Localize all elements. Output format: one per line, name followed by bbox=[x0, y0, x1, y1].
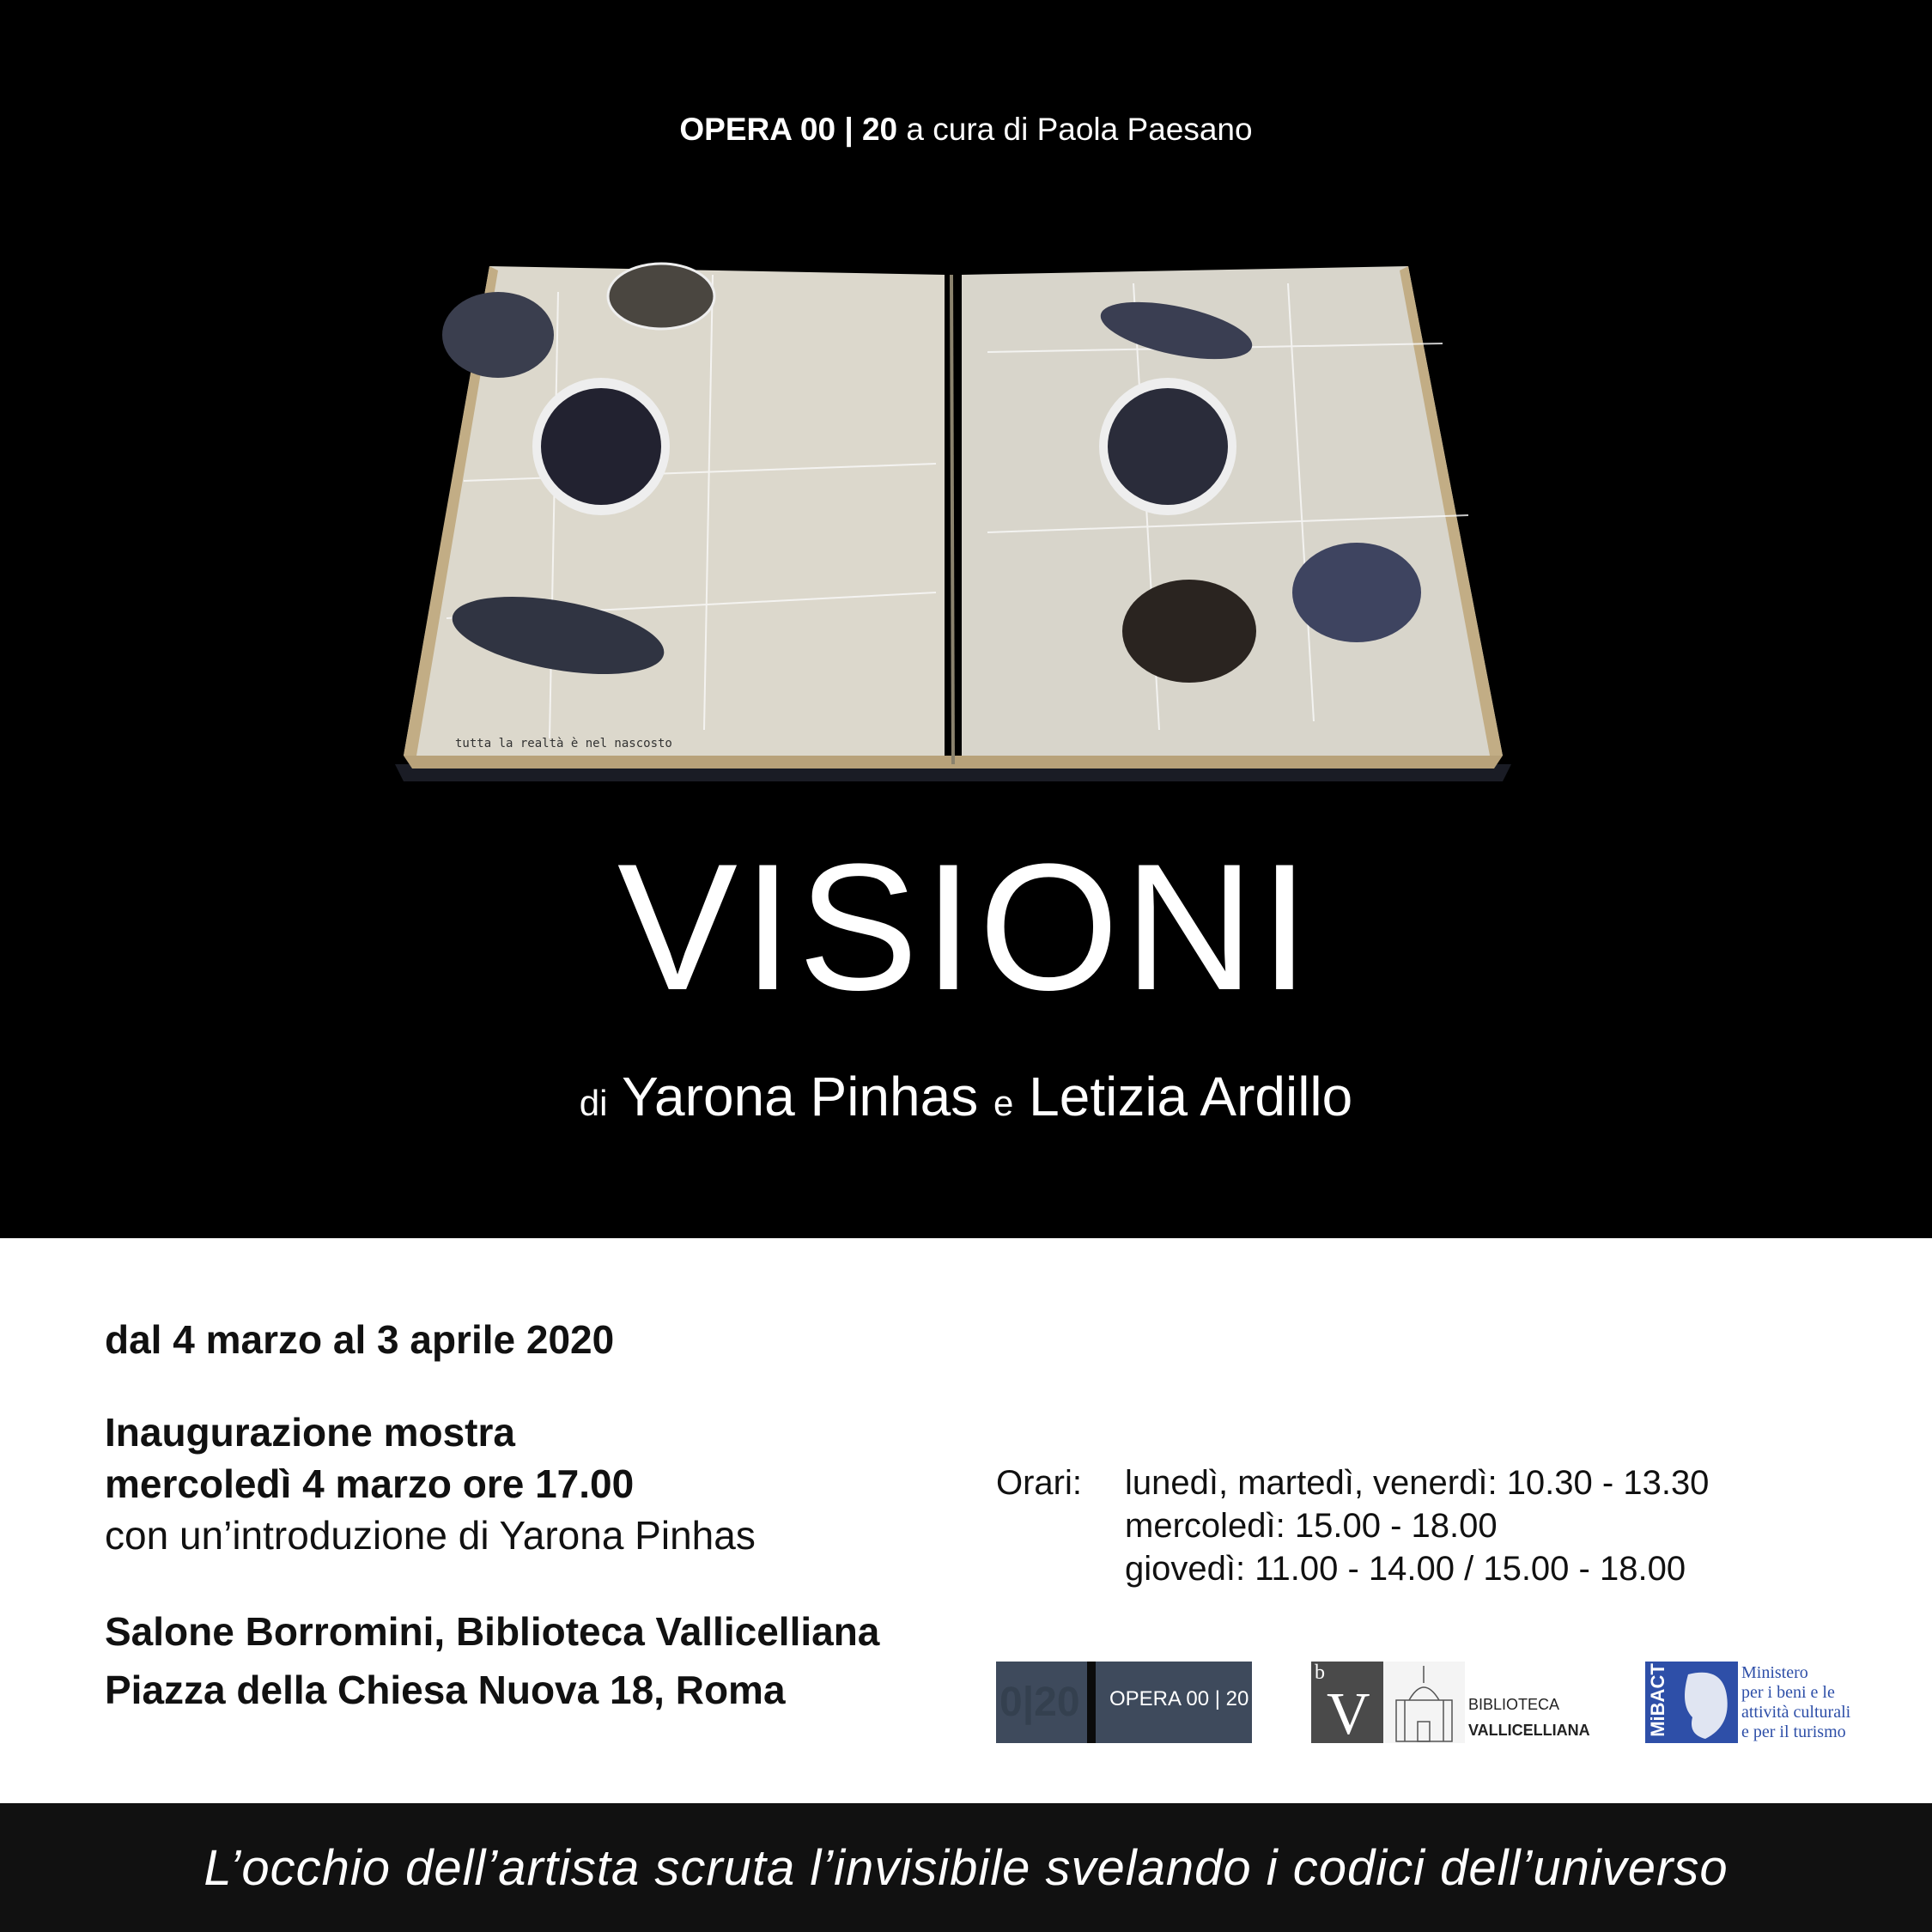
footer-tagline: L’occhio dell’artista scruta l’invisibile svelando i codici dell’universo bbox=[204, 1840, 1728, 1896]
curator-line bbox=[0, 112, 1932, 148]
ellipse-mark bbox=[442, 292, 554, 378]
logo-v: V bbox=[1327, 1681, 1370, 1743]
curator-text: a cura di Paola Paesano bbox=[906, 112, 1253, 147]
opera-logo-bg: 0|20 bbox=[999, 1680, 1080, 1725]
hours-line: mercoledì: 15.00 - 18.00 bbox=[1125, 1507, 1498, 1545]
church-facade-icon bbox=[1383, 1662, 1465, 1743]
artist-name: Letizia Ardillo bbox=[1029, 1066, 1353, 1127]
exhibition-dates: dal 4 marzo al 3 aprile 2020 bbox=[105, 1317, 615, 1362]
opening-block bbox=[105, 1406, 756, 1561]
venue: Salone Borromini, Biblioteca Vallicelliana bbox=[105, 1609, 880, 1654]
mibact-line: Ministero bbox=[1741, 1663, 1808, 1682]
hours-line: lunedì, martedì, venerdì: 10.30 - 13.30 bbox=[1125, 1464, 1710, 1502]
opera-logo-text: OPERA 00 | 20 bbox=[1109, 1687, 1249, 1710]
opera-logo bbox=[996, 1662, 1252, 1743]
hours-line: giovedì: 11.00 - 14.00 / 15.00 - 18.00 bbox=[1125, 1550, 1686, 1588]
hours-label: Orari: bbox=[996, 1464, 1082, 1502]
artists-joiner: e bbox=[993, 1083, 1014, 1123]
exhibition-title: VISIONI bbox=[617, 826, 1315, 1028]
mibact-line: e per il turismo bbox=[1741, 1722, 1846, 1741]
biblioteca-line1: BIBLIOTECA bbox=[1468, 1696, 1560, 1713]
venue-block bbox=[105, 1602, 879, 1719]
artwork-inscription: tutta la realtà è nel nascosto bbox=[455, 737, 672, 750]
logo-b: b bbox=[1315, 1662, 1325, 1684]
footer-band bbox=[0, 1803, 1932, 1932]
mibact-line: attività culturali bbox=[1741, 1703, 1851, 1722]
artists-prefix: di bbox=[579, 1083, 608, 1123]
artist-name: Yarona Pinhas bbox=[622, 1066, 979, 1127]
biblioteca-line2: VALLICELLIANA bbox=[1468, 1722, 1590, 1739]
biblioteca-vallicelliana-logo bbox=[1311, 1662, 1603, 1743]
mibact-mark: MiBACT bbox=[1646, 1663, 1668, 1737]
opening-note: con un’introduzione di Yarona Pinhas bbox=[105, 1513, 756, 1558]
mibact-logo bbox=[1645, 1662, 1877, 1743]
profile-head-icon bbox=[1671, 1666, 1735, 1741]
artists-line bbox=[0, 1065, 1932, 1128]
artwork-book-image bbox=[386, 249, 1520, 781]
mibact-line: per i beni e le bbox=[1741, 1683, 1835, 1702]
opening-label: Inaugurazione mostra bbox=[105, 1410, 515, 1455]
address: Piazza della Chiesa Nuova 18, Roma bbox=[105, 1668, 786, 1712]
curator-brand: OPERA 00 | 20 bbox=[679, 112, 898, 147]
opening-time: mercoledì 4 marzo ore 17.00 bbox=[105, 1461, 635, 1506]
